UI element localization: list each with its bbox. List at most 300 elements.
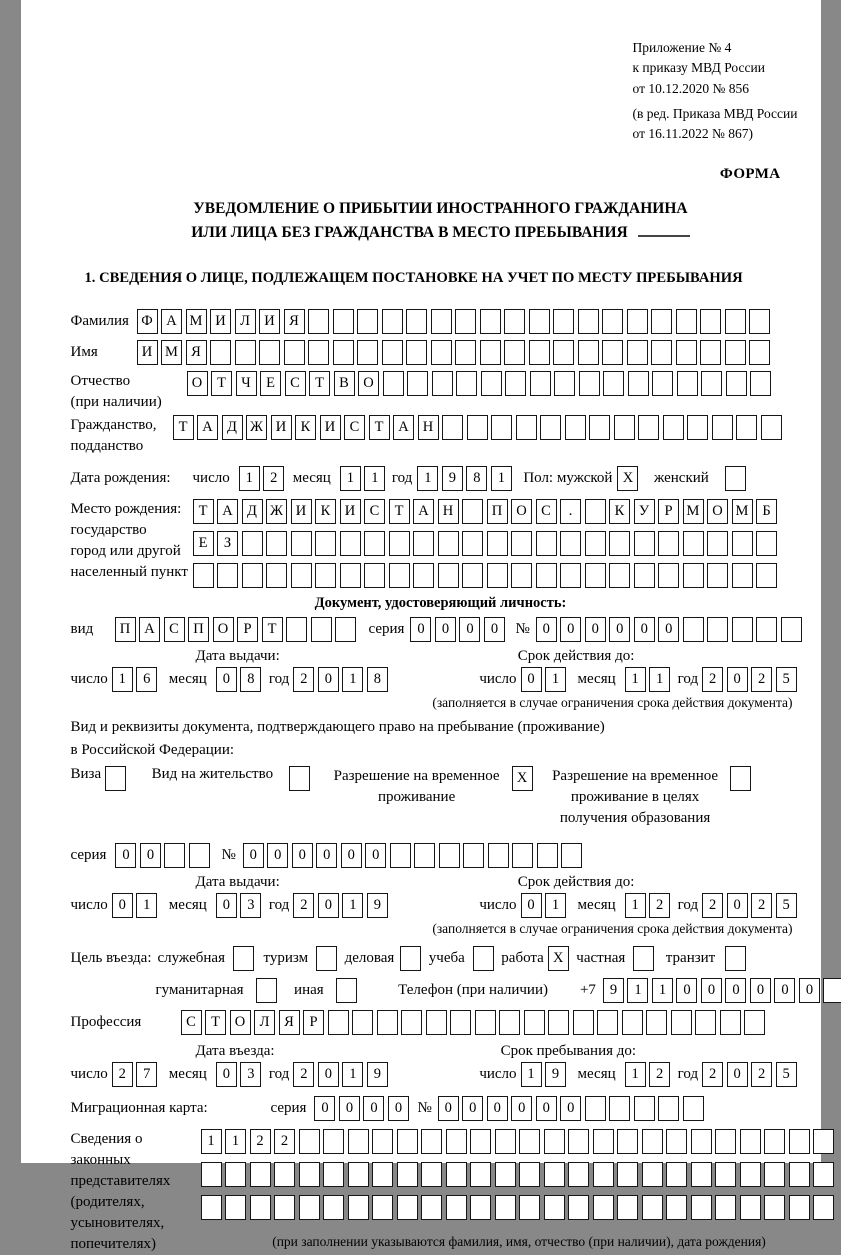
cell[interactable] — [421, 1195, 442, 1220]
cell[interactable]: 1 — [625, 893, 646, 918]
cell[interactable] — [663, 415, 684, 440]
cell[interactable] — [568, 1129, 589, 1154]
cell[interactable]: 0 — [658, 617, 679, 642]
cell[interactable] — [266, 563, 287, 588]
cell[interactable] — [529, 309, 550, 334]
cell[interactable] — [789, 1195, 810, 1220]
cell[interactable] — [470, 1195, 491, 1220]
cell[interactable] — [414, 843, 435, 868]
cell[interactable] — [407, 371, 428, 396]
cell[interactable]: 3 — [240, 893, 261, 918]
cell[interactable] — [455, 309, 476, 334]
cell[interactable] — [400, 946, 421, 971]
cell[interactable] — [732, 617, 753, 642]
cell[interactable] — [687, 415, 708, 440]
cell[interactable] — [634, 531, 655, 556]
cell[interactable]: Л — [235, 309, 256, 334]
cell[interactable] — [634, 1096, 655, 1121]
cell[interactable]: Т — [211, 371, 232, 396]
cell[interactable]: Т — [193, 499, 214, 524]
cell[interactable] — [242, 531, 263, 556]
cell[interactable]: О — [707, 499, 728, 524]
cell[interactable]: Т — [309, 371, 330, 396]
cell[interactable]: П — [115, 617, 136, 642]
cell[interactable] — [676, 340, 697, 365]
cell[interactable] — [438, 531, 459, 556]
cell[interactable] — [658, 531, 679, 556]
cell[interactable]: . — [560, 499, 581, 524]
cell[interactable]: У — [634, 499, 655, 524]
cell[interactable] — [691, 1195, 712, 1220]
cell[interactable] — [390, 843, 411, 868]
cell[interactable]: 0 — [560, 1096, 581, 1121]
cell[interactable] — [764, 1195, 785, 1220]
cell[interactable] — [259, 340, 280, 365]
cell[interactable]: 0 — [435, 617, 456, 642]
cell[interactable] — [756, 563, 777, 588]
cell[interactable] — [504, 340, 525, 365]
cell[interactable]: 1 — [342, 1062, 363, 1087]
cell[interactable]: Д — [242, 499, 263, 524]
cell[interactable] — [585, 499, 606, 524]
cell[interactable] — [671, 1010, 692, 1035]
cell[interactable] — [554, 371, 575, 396]
cell[interactable] — [524, 1010, 545, 1035]
cell[interactable]: 0 — [701, 978, 722, 1003]
cell[interactable] — [715, 1195, 736, 1220]
cell[interactable]: 2 — [263, 466, 284, 491]
cell[interactable] — [529, 340, 550, 365]
cell[interactable] — [446, 1195, 467, 1220]
cell[interactable]: Я — [284, 309, 305, 334]
cell[interactable] — [225, 1162, 246, 1187]
cell[interactable] — [789, 1129, 810, 1154]
cell[interactable] — [732, 531, 753, 556]
cell[interactable]: 2 — [293, 667, 314, 692]
cell[interactable]: 0 — [487, 1096, 508, 1121]
cell[interactable] — [683, 617, 704, 642]
cell[interactable] — [749, 340, 770, 365]
cell[interactable]: Н — [418, 415, 439, 440]
cell[interactable]: 1 — [239, 466, 260, 491]
cell[interactable] — [666, 1195, 687, 1220]
cell[interactable] — [210, 340, 231, 365]
cell[interactable] — [691, 1162, 712, 1187]
cell[interactable] — [609, 1096, 630, 1121]
cell[interactable]: 0 — [609, 617, 630, 642]
cell[interactable] — [707, 617, 728, 642]
cell[interactable]: 1 — [342, 667, 363, 692]
cell[interactable] — [488, 843, 509, 868]
cell[interactable]: 1 — [625, 667, 646, 692]
cell[interactable] — [730, 766, 751, 791]
cell[interactable] — [725, 466, 746, 491]
cell[interactable] — [413, 531, 434, 556]
cell[interactable]: 0 — [216, 1062, 237, 1087]
cell[interactable] — [666, 1162, 687, 1187]
cell[interactable] — [413, 563, 434, 588]
cell[interactable]: Д — [222, 415, 243, 440]
cell[interactable] — [764, 1162, 785, 1187]
cell[interactable] — [495, 1129, 516, 1154]
cell[interactable] — [442, 415, 463, 440]
cell[interactable] — [519, 1195, 540, 1220]
cell[interactable] — [333, 309, 354, 334]
cell[interactable]: А — [393, 415, 414, 440]
cell[interactable]: 0 — [318, 1062, 339, 1087]
cell[interactable] — [495, 1195, 516, 1220]
cell[interactable]: О — [213, 617, 234, 642]
cell[interactable] — [627, 309, 648, 334]
cell[interactable] — [544, 1162, 565, 1187]
cell[interactable] — [406, 309, 427, 334]
cell[interactable] — [470, 1129, 491, 1154]
cell[interactable]: Т — [205, 1010, 226, 1035]
cell[interactable] — [495, 1162, 516, 1187]
cell[interactable]: М — [732, 499, 753, 524]
cell[interactable]: В — [334, 371, 355, 396]
cell[interactable]: 2 — [250, 1129, 271, 1154]
cell[interactable] — [544, 1195, 565, 1220]
cell[interactable] — [658, 1096, 679, 1121]
cell[interactable] — [725, 946, 746, 971]
cell[interactable] — [593, 1129, 614, 1154]
cell[interactable] — [505, 371, 526, 396]
cell[interactable] — [700, 309, 721, 334]
cell[interactable] — [695, 1010, 716, 1035]
cell[interactable]: Я — [279, 1010, 300, 1035]
cell[interactable] — [189, 843, 210, 868]
cell[interactable]: 0 — [267, 843, 288, 868]
cell[interactable]: 2 — [112, 1062, 133, 1087]
cell[interactable]: 1 — [225, 1129, 246, 1154]
cell[interactable]: И — [340, 499, 361, 524]
cell[interactable] — [462, 499, 483, 524]
cell[interactable]: 0 — [140, 843, 161, 868]
cell[interactable] — [357, 340, 378, 365]
cell[interactable] — [565, 415, 586, 440]
cell[interactable]: 0 — [727, 1062, 748, 1087]
cell[interactable] — [683, 1096, 704, 1121]
cell[interactable] — [348, 1129, 369, 1154]
cell[interactable]: 3 — [240, 1062, 261, 1087]
cell[interactable] — [553, 309, 574, 334]
cell[interactable] — [617, 1195, 638, 1220]
cell[interactable]: 0 — [365, 843, 386, 868]
cell[interactable] — [323, 1162, 344, 1187]
cell[interactable] — [336, 978, 357, 1003]
cell[interactable]: 2 — [751, 1062, 772, 1087]
cell[interactable] — [720, 1010, 741, 1035]
cell[interactable]: 1 — [545, 667, 566, 692]
cell[interactable]: 0 — [316, 843, 337, 868]
cell[interactable] — [256, 978, 277, 1003]
cell[interactable]: Е — [260, 371, 281, 396]
cell[interactable] — [585, 563, 606, 588]
cell[interactable] — [823, 978, 841, 1003]
cell[interactable]: О — [187, 371, 208, 396]
cell[interactable]: 1 — [625, 1062, 646, 1087]
cell[interactable]: П — [188, 617, 209, 642]
cell[interactable] — [406, 340, 427, 365]
cell[interactable]: К — [315, 499, 336, 524]
cell[interactable] — [715, 1162, 736, 1187]
cell[interactable]: 1 — [342, 893, 363, 918]
cell[interactable] — [372, 1162, 393, 1187]
cell[interactable] — [315, 531, 336, 556]
cell[interactable] — [511, 531, 532, 556]
cell[interactable] — [628, 371, 649, 396]
cell[interactable]: X — [617, 466, 638, 491]
cell[interactable]: 0 — [318, 893, 339, 918]
cell[interactable]: 1 — [364, 466, 385, 491]
cell[interactable] — [676, 309, 697, 334]
cell[interactable] — [201, 1162, 222, 1187]
cell[interactable]: Т — [173, 415, 194, 440]
cell[interactable]: Ж — [246, 415, 267, 440]
cell[interactable]: О — [358, 371, 379, 396]
cell[interactable] — [333, 340, 354, 365]
cell[interactable]: 0 — [388, 1096, 409, 1121]
cell[interactable]: Р — [658, 499, 679, 524]
cell[interactable] — [291, 531, 312, 556]
cell[interactable] — [340, 531, 361, 556]
cell[interactable] — [519, 1129, 540, 1154]
cell[interactable]: 9 — [603, 978, 624, 1003]
cell[interactable]: 0 — [410, 617, 431, 642]
cell[interactable] — [744, 1010, 765, 1035]
cell[interactable]: О — [511, 499, 532, 524]
cell[interactable] — [372, 1129, 393, 1154]
cell[interactable] — [603, 371, 624, 396]
cell[interactable]: 0 — [459, 617, 480, 642]
cell[interactable] — [284, 340, 305, 365]
cell[interactable]: Н — [438, 499, 459, 524]
cell[interactable] — [609, 563, 630, 588]
cell[interactable] — [225, 1195, 246, 1220]
cell[interactable] — [274, 1162, 295, 1187]
cell[interactable] — [578, 340, 599, 365]
cell[interactable] — [308, 309, 329, 334]
cell[interactable] — [250, 1195, 271, 1220]
cell[interactable] — [512, 843, 533, 868]
cell[interactable] — [658, 563, 679, 588]
cell[interactable] — [781, 617, 802, 642]
cell[interactable]: 8 — [367, 667, 388, 692]
cell[interactable]: Ч — [236, 371, 257, 396]
cell[interactable]: 1 — [521, 1062, 542, 1087]
cell[interactable] — [761, 415, 782, 440]
cell[interactable] — [813, 1162, 834, 1187]
cell[interactable] — [193, 563, 214, 588]
cell[interactable] — [450, 1010, 471, 1035]
cell[interactable] — [364, 563, 385, 588]
cell[interactable]: 0 — [521, 893, 542, 918]
cell[interactable] — [299, 1129, 320, 1154]
cell[interactable]: М — [161, 340, 182, 365]
cell[interactable] — [732, 563, 753, 588]
cell[interactable] — [233, 946, 254, 971]
cell[interactable]: 0 — [438, 1096, 459, 1121]
cell[interactable]: И — [271, 415, 292, 440]
cell[interactable]: 9 — [367, 1062, 388, 1087]
cell[interactable]: И — [259, 309, 280, 334]
cell[interactable] — [383, 371, 404, 396]
cell[interactable] — [446, 1129, 467, 1154]
cell[interactable] — [352, 1010, 373, 1035]
cell[interactable] — [397, 1195, 418, 1220]
cell[interactable] — [217, 563, 238, 588]
cell[interactable] — [642, 1162, 663, 1187]
cell[interactable] — [634, 563, 655, 588]
cell[interactable] — [813, 1129, 834, 1154]
cell[interactable]: 0 — [314, 1096, 335, 1121]
cell[interactable] — [421, 1162, 442, 1187]
cell[interactable] — [568, 1195, 589, 1220]
cell[interactable] — [627, 340, 648, 365]
cell[interactable] — [499, 1010, 520, 1035]
cell[interactable]: К — [609, 499, 630, 524]
cell[interactable] — [382, 309, 403, 334]
cell[interactable]: 1 — [627, 978, 648, 1003]
cell[interactable] — [560, 531, 581, 556]
cell[interactable]: 0 — [484, 617, 505, 642]
cell[interactable] — [348, 1162, 369, 1187]
cell[interactable]: 5 — [776, 1062, 797, 1087]
cell[interactable]: 0 — [634, 617, 655, 642]
cell[interactable]: 0 — [341, 843, 362, 868]
cell[interactable] — [481, 371, 502, 396]
cell[interactable]: М — [683, 499, 704, 524]
cell[interactable] — [536, 563, 557, 588]
cell[interactable]: С — [181, 1010, 202, 1035]
cell[interactable] — [651, 340, 672, 365]
cell[interactable] — [652, 371, 673, 396]
cell[interactable] — [335, 617, 356, 642]
cell[interactable] — [602, 309, 623, 334]
cell[interactable] — [311, 617, 332, 642]
cell[interactable] — [813, 1195, 834, 1220]
cell[interactable] — [740, 1195, 761, 1220]
cell[interactable]: И — [210, 309, 231, 334]
cell[interactable]: 0 — [750, 978, 771, 1003]
cell[interactable] — [439, 843, 460, 868]
cell[interactable]: 0 — [585, 617, 606, 642]
cell[interactable]: X — [548, 946, 569, 971]
cell[interactable] — [666, 1129, 687, 1154]
cell[interactable]: Я — [186, 340, 207, 365]
cell[interactable] — [446, 1162, 467, 1187]
cell[interactable]: 2 — [293, 1062, 314, 1087]
cell[interactable]: 0 — [318, 667, 339, 692]
cell[interactable]: 0 — [216, 893, 237, 918]
cell[interactable]: А — [161, 309, 182, 334]
cell[interactable] — [701, 371, 722, 396]
cell[interactable]: С — [164, 617, 185, 642]
cell[interactable] — [764, 1129, 785, 1154]
cell[interactable] — [266, 531, 287, 556]
cell[interactable]: 0 — [216, 667, 237, 692]
cell[interactable] — [642, 1129, 663, 1154]
cell[interactable] — [308, 340, 329, 365]
cell[interactable]: 8 — [466, 466, 487, 491]
cell[interactable]: 5 — [776, 893, 797, 918]
cell[interactable] — [401, 1010, 422, 1035]
cell[interactable]: Т — [389, 499, 410, 524]
cell[interactable] — [431, 340, 452, 365]
cell[interactable]: 0 — [292, 843, 313, 868]
cell[interactable] — [707, 563, 728, 588]
cell[interactable] — [438, 563, 459, 588]
cell[interactable] — [568, 1162, 589, 1187]
cell[interactable] — [377, 1010, 398, 1035]
cell[interactable] — [561, 843, 582, 868]
cell[interactable] — [540, 415, 561, 440]
cell[interactable]: 1 — [649, 667, 670, 692]
cell[interactable]: 0 — [521, 667, 542, 692]
cell[interactable]: Б — [756, 499, 777, 524]
cell[interactable] — [372, 1195, 393, 1220]
cell[interactable] — [548, 1010, 569, 1035]
cell[interactable] — [736, 415, 757, 440]
cell[interactable]: 1 — [201, 1129, 222, 1154]
cell[interactable]: 1 — [417, 466, 438, 491]
cell[interactable] — [511, 563, 532, 588]
cell[interactable] — [789, 1162, 810, 1187]
cell[interactable]: 1 — [136, 893, 157, 918]
cell[interactable] — [431, 309, 452, 334]
cell[interactable]: И — [137, 340, 158, 365]
cell[interactable] — [617, 1162, 638, 1187]
cell[interactable] — [516, 415, 537, 440]
cell[interactable]: 0 — [462, 1096, 483, 1121]
cell[interactable] — [348, 1195, 369, 1220]
cell[interactable] — [426, 1010, 447, 1035]
cell[interactable]: 2 — [274, 1129, 295, 1154]
cell[interactable]: К — [295, 415, 316, 440]
cell[interactable]: Е — [193, 531, 214, 556]
cell[interactable] — [597, 1010, 618, 1035]
cell[interactable]: С — [344, 415, 365, 440]
cell[interactable] — [480, 340, 501, 365]
cell[interactable] — [480, 309, 501, 334]
cell[interactable] — [750, 371, 771, 396]
cell[interactable]: 2 — [751, 893, 772, 918]
cell[interactable] — [707, 531, 728, 556]
cell[interactable]: 2 — [702, 893, 723, 918]
cell[interactable]: 0 — [560, 617, 581, 642]
cell[interactable]: 1 — [112, 667, 133, 692]
cell[interactable] — [463, 843, 484, 868]
cell[interactable] — [700, 340, 721, 365]
cell[interactable]: 9 — [442, 466, 463, 491]
cell[interactable] — [715, 1129, 736, 1154]
cell[interactable]: 2 — [702, 1062, 723, 1087]
cell[interactable] — [382, 340, 403, 365]
cell[interactable] — [235, 340, 256, 365]
cell[interactable] — [340, 563, 361, 588]
cell[interactable]: М — [186, 309, 207, 334]
cell[interactable]: 0 — [112, 893, 133, 918]
cell[interactable] — [573, 1010, 594, 1035]
cell[interactable]: 5 — [776, 667, 797, 692]
cell[interactable] — [328, 1010, 349, 1035]
cell[interactable] — [389, 563, 410, 588]
cell[interactable]: 0 — [536, 1096, 557, 1121]
cell[interactable] — [274, 1195, 295, 1220]
cell[interactable]: 0 — [511, 1096, 532, 1121]
cell[interactable] — [487, 531, 508, 556]
